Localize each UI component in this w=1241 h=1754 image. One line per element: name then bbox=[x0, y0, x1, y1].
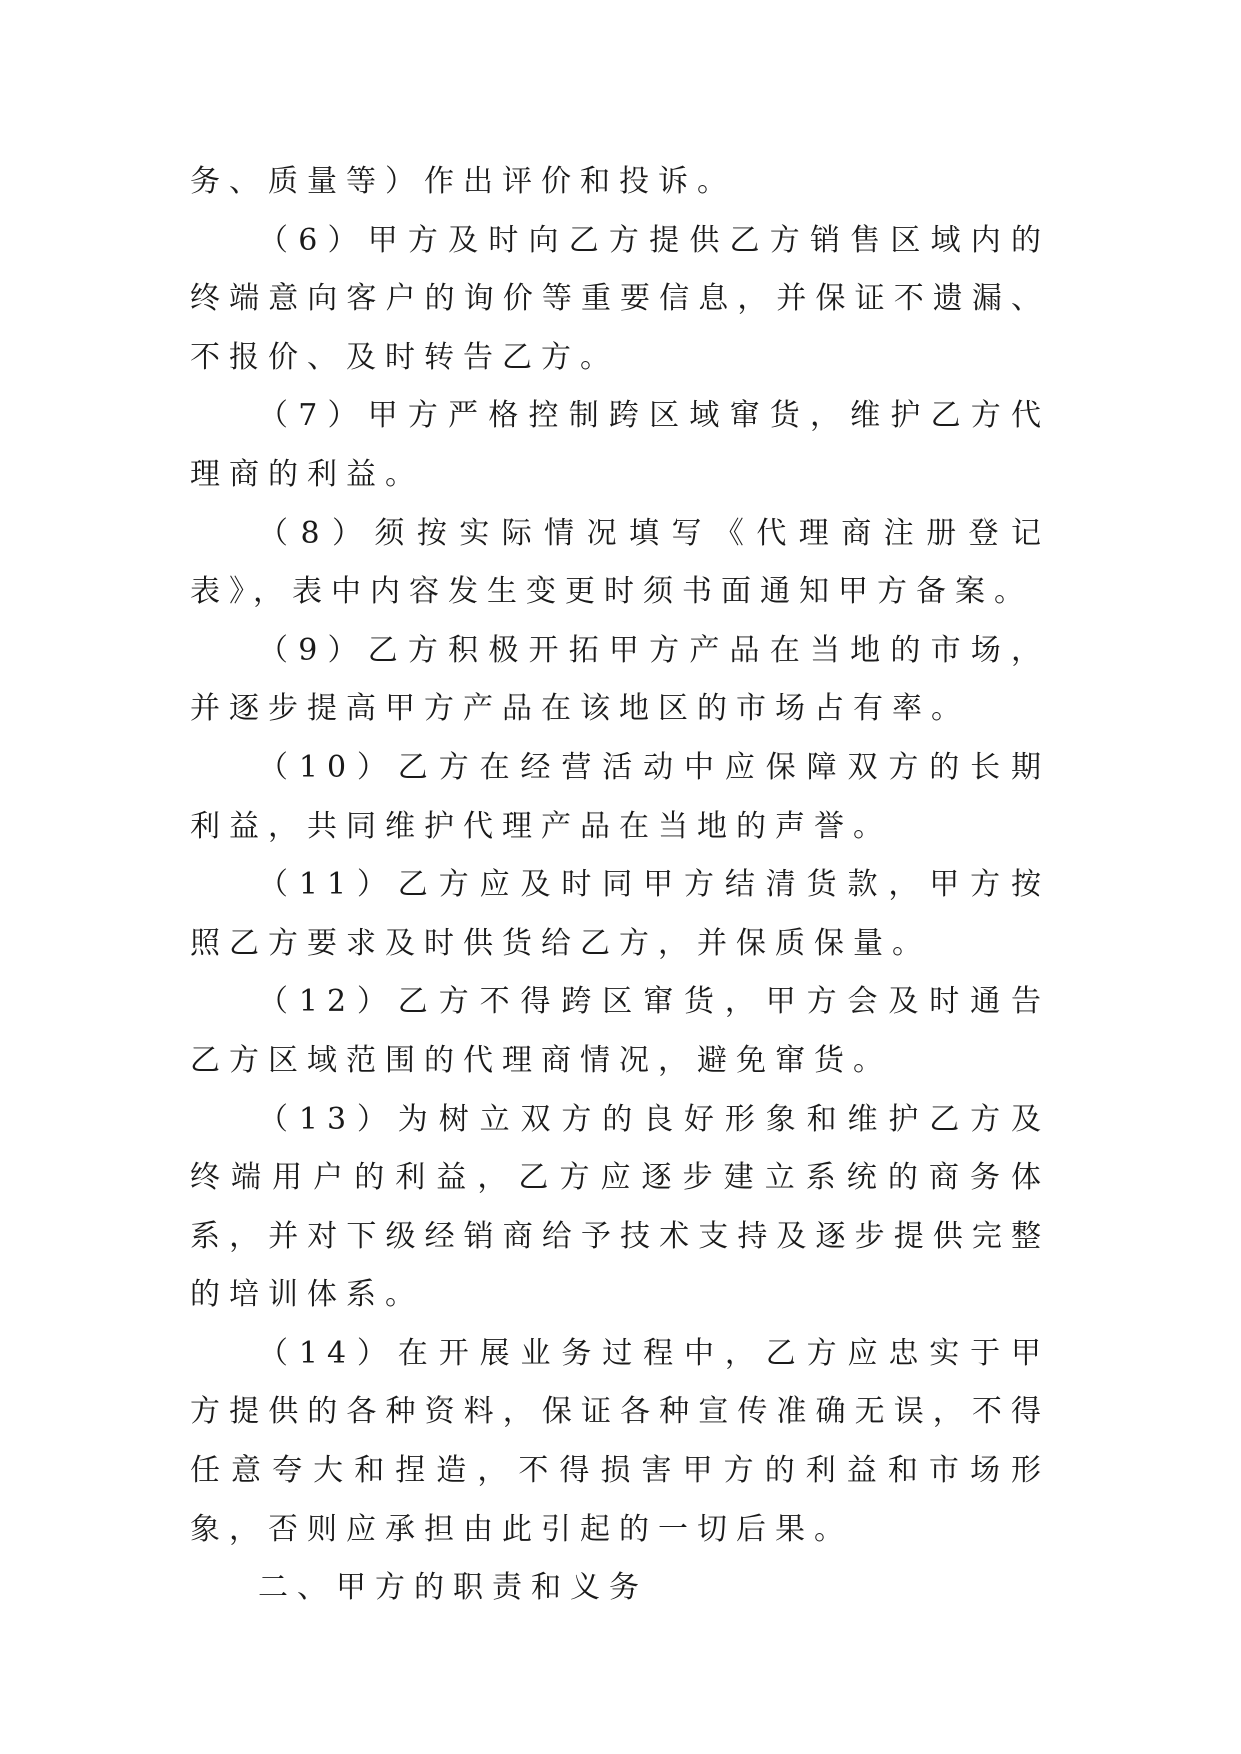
clause-11: （11）乙方应及时同甲方结清货款，甲方按照乙方要求及时供货给乙方，并保质保量。 bbox=[190, 867, 1050, 961]
clause-13: （13）为树立双方的良好形象和维护乙方及终端用户的利益，乙方应逐步建立系统的商务体系，并对下级经销商给予技术支持及逐步提供完整的培训体系。 bbox=[190, 1101, 1050, 1313]
clause-12: （12）乙方不得跨区窜货，甲方会及时通告乙方区域范围的代理商情况，避免窜货。 bbox=[190, 984, 1050, 1078]
paragraph-continuation: 务、质量等）作出评价和投诉。 bbox=[190, 164, 736, 199]
clause-10: （10）乙方在经营活动中应保障双方的长期利益，共同维护代理产品在当地的声誉。 bbox=[190, 749, 1050, 844]
clause-6: （6）甲方及时向乙方提供乙方销售区域内的终端意向客户的询价等重要信息，并保证不遗漏、不报价、及时转告乙方。 bbox=[190, 222, 1050, 375]
clause-14: （14）在开展业务过程中，乙方应忠实于甲方提供的各种资料，保证各种宣传准确无误，不得任意夸大和捏造，不得损害甲方的利益和市场形象，否则应承担由此引起的一切后果。 bbox=[190, 1335, 1050, 1547]
document-page bbox=[190, 153, 1050, 1618]
clause-9: （9）乙方积极开拓甲方产品在当地的市场，并逐步提高甲方产品在该地区的市场占有率。 bbox=[190, 632, 1050, 727]
section-heading: 二、甲方的职责和义务 bbox=[258, 1570, 648, 1606]
clause-7: （7）甲方严格控制跨区域窜货，维护乙方代理商的利益。 bbox=[190, 398, 1050, 492]
clause-8: （8）须按实际情况填写《代理商注册登记表》，表中内容发生变更时须书面通知甲方备案。 bbox=[190, 515, 1050, 610]
